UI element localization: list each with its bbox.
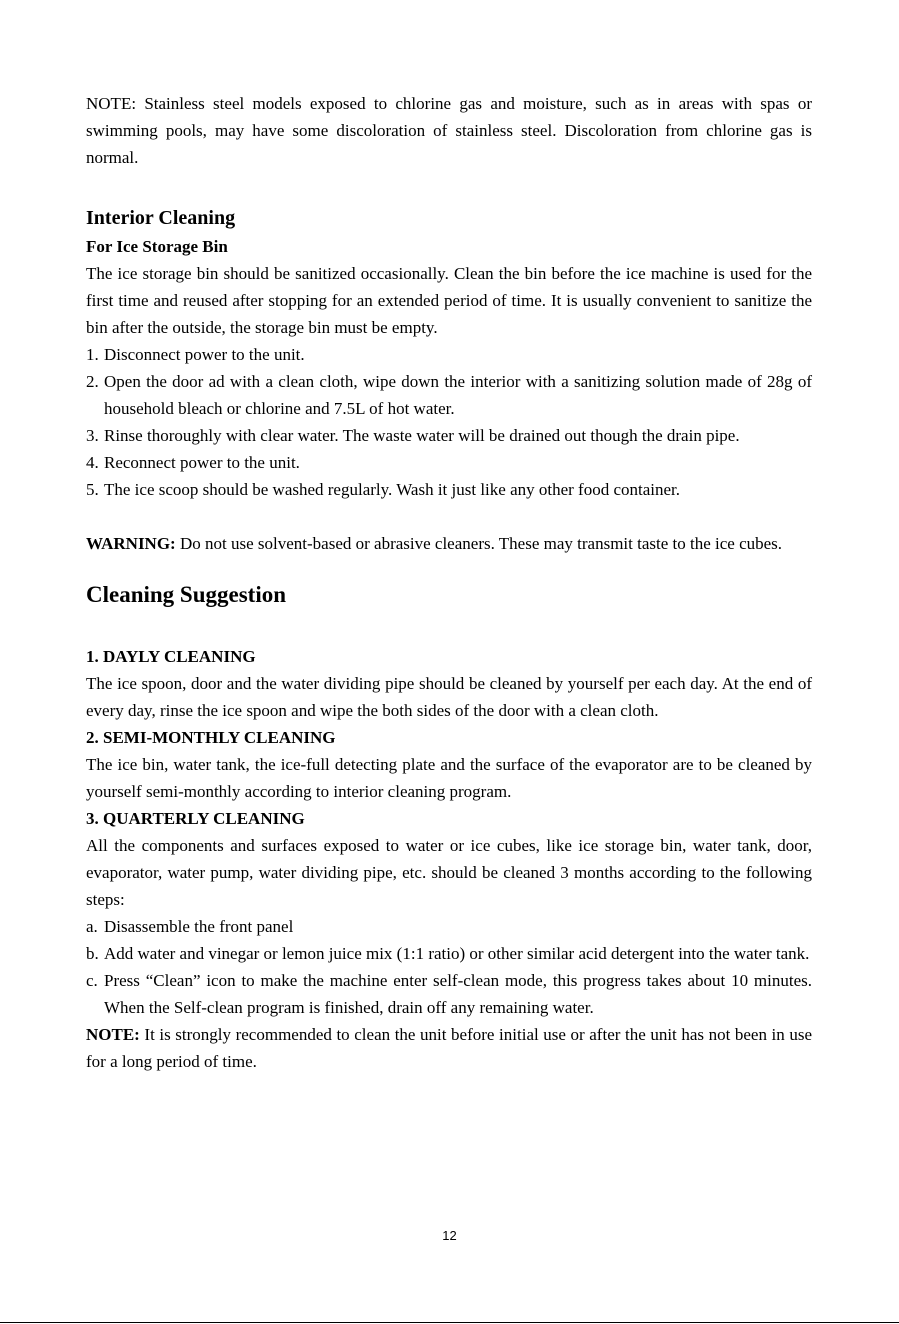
step-letter: a. [86,917,98,936]
step-letter: c. [86,971,98,990]
interior-intro: The ice storage bin should be sanitized occasionally. Clean the bin before the ice machine is used for the first time and reused after stopping for an extended period of time. It is usually convenient to sanitize the bin after the outside, the storage bin must be empty. [86,264,812,337]
step-number: 3. [86,426,99,445]
interior-cleaning-title: Interior Cleaning [86,207,236,229]
page-bottom-rule [0,1322,899,1323]
step-number: 4. [86,453,99,472]
step-number: 5. [86,480,99,499]
list-item [86,940,812,967]
step-text: Disassemble the front panel [104,917,294,936]
warning-text: Do not use solvent-based or abrasive cleaners. These may transmit taste to the ice cubes. [179,534,783,553]
step-text: Open the door ad with a clean cloth, wipe down the interior with a sanitizing solution made of 28g of household bleach or chlorine and 7.5L of hot water. [104,372,812,418]
page-content [86,90,812,1075]
cleaning-suggestion-title: Cleaning Suggestion [86,582,287,607]
final-note-paragraph [86,1021,812,1075]
semi-monthly-cleaning-heading: 2. SEMI-MONTHLY CLEANING [86,728,336,747]
step-text: Add water and vinegar or lemon juice mix (1:1 ratio) or other similar acid detergent into the water tank. [104,944,810,963]
interior-steps-list [86,341,812,503]
semi-monthly-cleaning-text: The ice bin, water tank, the ice-full detecting plate and the surface of the evaporator are to be cleaned by yourself semi-monthly according to interior cleaning program. [86,755,812,801]
warning-label: WARNING: [86,534,176,553]
quarterly-cleaning-heading: 3. QUARTERLY CLEANING [86,809,305,828]
step-text: Rinse thoroughly with clear water. The waste water will be drained out though the drain pipe. [104,426,740,445]
note-text: It is strongly recommended to clean the unit before initial use or after the unit has not been in use for a long period of time. [86,1025,813,1071]
step-number: 2. [86,372,99,391]
step-text: Press “Clean” icon to make the machine enter self-clean mode, this progress takes about 10 minutes. When the Self-clean program is finished, drain off any remaining water. [104,971,812,1017]
list-item [86,476,812,503]
daily-cleaning-heading: 1. DAYLY CLEANING [86,647,256,666]
daily-cleaning-text: The ice spoon, door and the water dividing pipe should be cleaned by yourself per each day. At the end of every day, rinse the ice spoon and wipe the both sides of the door with a clean cloth. [86,674,812,720]
stainless-note: NOTE: Stainless steel models exposed to chlorine gas and moisture, such as in areas with spas or swimming pools, may have some discoloration of stainless steel. Discoloration from chlorine gas is normal. [86,94,812,167]
list-item [86,368,812,422]
list-item [86,422,812,449]
list-item [86,913,812,940]
list-item [86,341,812,368]
ice-storage-bin-subtitle: For Ice Storage Bin [86,237,228,256]
step-letter: b. [86,944,99,963]
warning-paragraph [86,530,812,557]
step-text: Disconnect power to the unit. [104,345,305,364]
list-item [86,967,812,1021]
quarterly-steps-list [86,913,812,1021]
step-text: The ice scoop should be washed regularly. Wash it just like any other food container. [104,480,681,499]
note-label: NOTE: [86,1025,140,1044]
list-item [86,449,812,476]
step-text: Reconnect power to the unit. [104,453,300,472]
step-number: 1. [86,345,99,364]
page-number: 12 [442,1228,457,1243]
quarterly-cleaning-text: All the components and surfaces exposed to water or ice cubes, like ice storage bin, water tank, door, evaporator, water pump, water dividing pipe, etc. should be cleaned 3 months according to the following steps: [86,836,812,909]
